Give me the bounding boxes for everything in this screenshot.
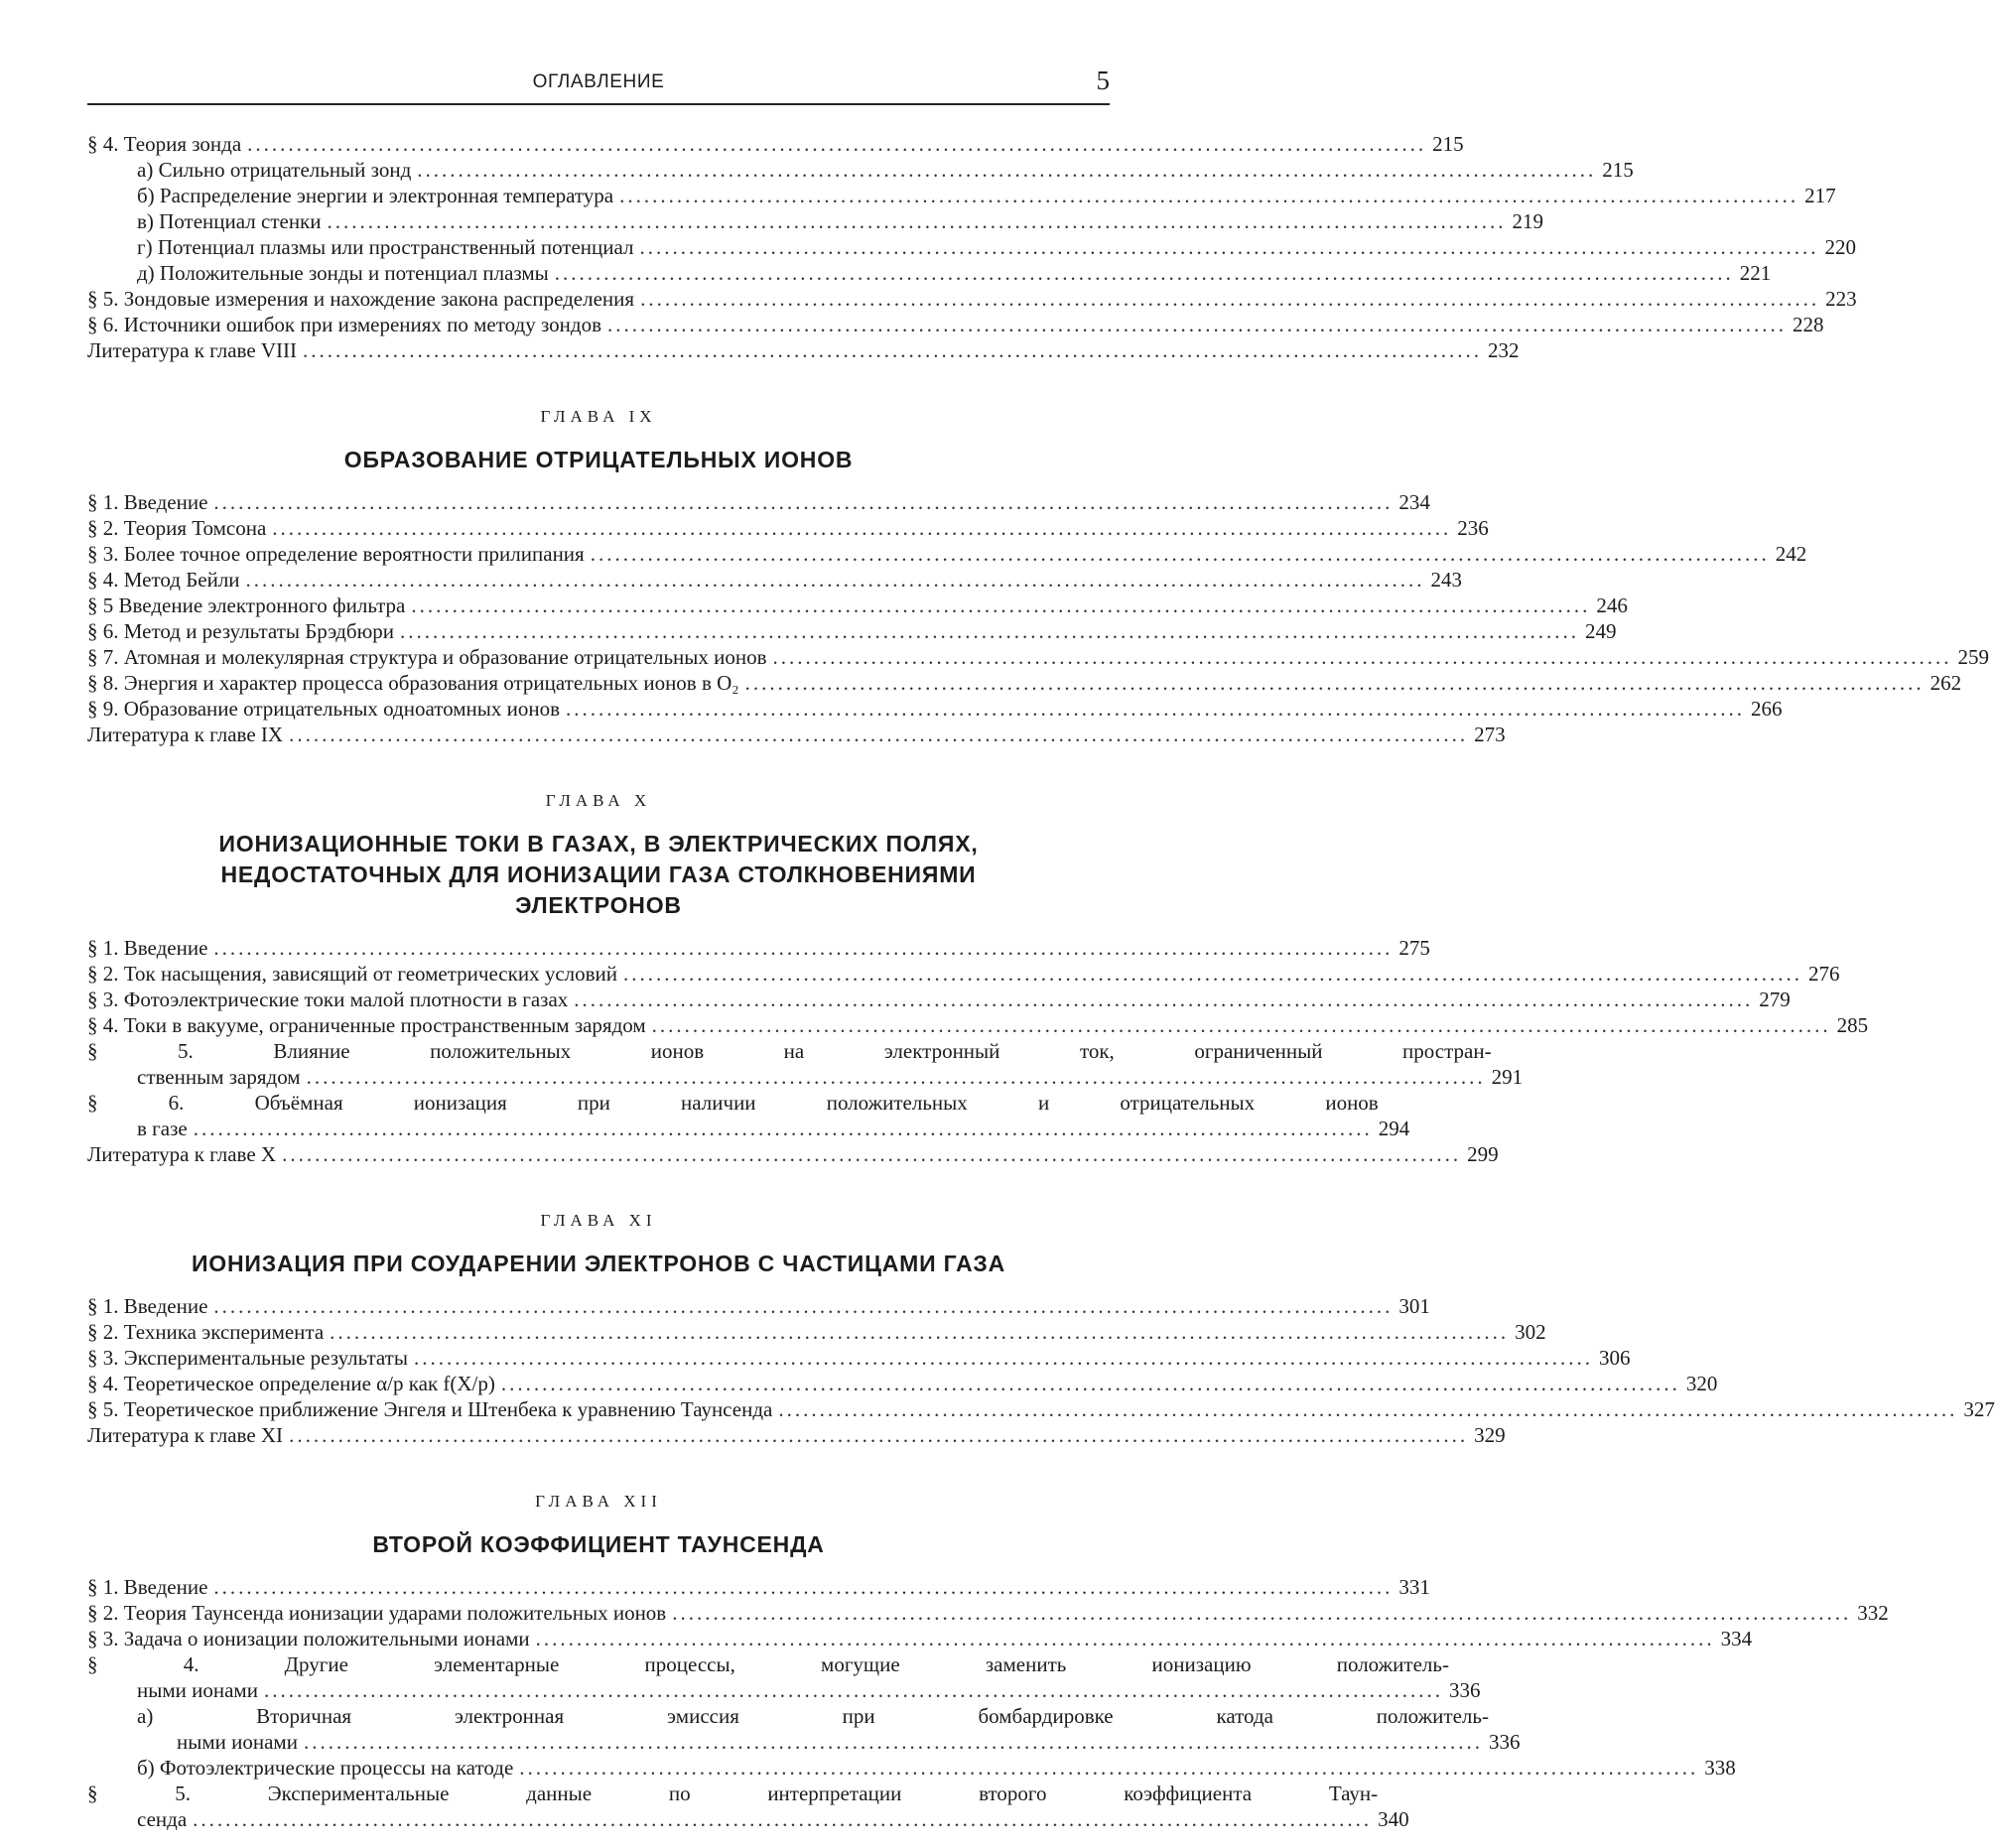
entry-label: в) Потенциал стенки xyxy=(137,209,322,233)
toc-entry xyxy=(87,1600,1889,1626)
toc-entry xyxy=(87,1396,1995,1422)
toc-entry xyxy=(87,961,1840,987)
entry-label: § 2. Теория Таунсенда ионизации ударами положительных ионов xyxy=(87,1601,667,1625)
entry-label-line2-row xyxy=(87,1064,1492,1090)
page-number: 5 xyxy=(1096,66,1110,95)
toc-page xyxy=(87,60,1995,1832)
toc-entry xyxy=(87,234,1857,260)
entry-page: 236 xyxy=(1457,516,1489,540)
entry-label: § 1. Введение xyxy=(87,490,208,514)
toc-entry xyxy=(87,593,1628,618)
toc-entry xyxy=(87,260,1772,286)
entry-label: § 3. Более точное определение вероятности прилипания xyxy=(87,542,585,566)
entry-label-block xyxy=(87,1781,1378,1832)
toc-entry xyxy=(87,696,1783,722)
entry-label-line1: а) Вторичная электронная эмиссия при бомбардировке катода положитель- xyxy=(137,1704,1489,1728)
entry-label-line2-row xyxy=(87,1116,1379,1141)
chapter-title-line: ЭЛЕКТРОНОВ xyxy=(515,892,682,918)
toc-entry xyxy=(87,1703,1521,1755)
entry-label-line2: ственным зарядом xyxy=(137,1065,301,1089)
entry-page: 232 xyxy=(1488,338,1520,362)
toc-entry xyxy=(87,1345,1631,1371)
toc-entry xyxy=(87,337,1520,363)
toc-entry xyxy=(87,1781,1409,1832)
dot-leader: ................................................................................................................................................ xyxy=(213,1575,1394,1599)
entry-page: 340 xyxy=(1378,1807,1409,1831)
toc-entry xyxy=(87,515,1489,541)
entry-label: б) Фотоэлектрические процессы на катоде xyxy=(137,1756,514,1780)
entry-page: 220 xyxy=(1824,235,1857,259)
page-header xyxy=(87,60,1110,95)
entry-label: Литература к главе IX xyxy=(87,723,284,746)
dot-leader: ................................................................................................................................................ xyxy=(245,568,1425,592)
dot-leader: ................................................................................................................................................ xyxy=(607,313,1787,336)
entry-label-line2-row xyxy=(87,1806,1378,1832)
dot-leader: ................................................................................................................................................ xyxy=(772,645,1952,669)
chapter-label: ГЛАВА XII xyxy=(535,1492,662,1511)
entry-page: 327 xyxy=(1963,1397,1995,1421)
entry-page: 336 xyxy=(1488,1730,1521,1754)
entry-label: § 1. Введение xyxy=(87,1575,208,1599)
toc-entry xyxy=(87,1651,1481,1703)
dot-leader: ................................................................................................................................................ xyxy=(623,962,1803,986)
entry-label: § 8. Энергия и характер процесса образования отрицательных ионов в O₂ xyxy=(87,671,739,695)
dot-leader: ................................................................................................................................................ xyxy=(590,542,1770,566)
entry-label: § 6. Метод и результаты Брэдбюри xyxy=(87,619,395,643)
entry-label-line2: ными ионами xyxy=(177,1730,298,1754)
dot-leader: ................................................................................................................................................ xyxy=(289,723,1469,746)
entry-page: 320 xyxy=(1685,1372,1718,1395)
entry-page: 336 xyxy=(1448,1678,1481,1702)
chapter-items xyxy=(87,1574,1889,1832)
entry-page: 228 xyxy=(1793,313,1824,336)
entry-label: § 1. Введение xyxy=(87,936,208,960)
chapter-items xyxy=(87,489,1990,747)
dot-leader: ................................................................................................................................................ xyxy=(306,1065,1486,1089)
entry-label: § 5 Введение электронного фильтра xyxy=(87,594,406,617)
entry-page: 249 xyxy=(1585,619,1617,643)
entry-label-block xyxy=(87,1038,1492,1090)
chapter-items xyxy=(87,935,1869,1167)
toc-entry xyxy=(87,541,1807,567)
entry-page: 242 xyxy=(1775,542,1807,566)
entry-page: 262 xyxy=(1929,671,1962,695)
toc-entry xyxy=(87,1574,1430,1600)
entry-page: 223 xyxy=(1825,287,1857,311)
dot-leader: ................................................................................................................................................ xyxy=(672,1601,1852,1625)
dot-leader: ................................................................................................................................................ xyxy=(193,1117,1373,1140)
dot-leader: ................................................................................................................................................ xyxy=(330,1320,1510,1344)
dot-leader: ................................................................................................................................................ xyxy=(639,235,1819,259)
toc-entry xyxy=(87,567,1463,593)
toc-entry xyxy=(87,722,1506,747)
entry-label-block xyxy=(87,1651,1449,1703)
entry-label: § 6. Источники ошибок при измерениях по методу зондов xyxy=(87,313,601,336)
toc-entry xyxy=(87,618,1617,644)
dot-leader: ................................................................................................................................................ xyxy=(519,1756,1699,1780)
entry-page: 215 xyxy=(1602,158,1634,182)
dot-leader: ................................................................................................................................................ xyxy=(303,1730,1483,1754)
entry-page: 217 xyxy=(1804,184,1836,207)
entry-label: § 5. Зондовые измерения и нахождение закона распределения xyxy=(87,287,635,311)
dot-leader: ................................................................................................................................................ xyxy=(289,1423,1469,1447)
entry-page: 301 xyxy=(1398,1294,1430,1318)
entry-page: 299 xyxy=(1467,1142,1499,1166)
dot-leader: ................................................................................................................................................ xyxy=(574,988,1754,1011)
chapter-title-line: ВТОРОЙ КОЭФФИЦИЕНТ ТАУНСЕНДА xyxy=(372,1531,825,1557)
entry-page: 259 xyxy=(1957,645,1990,669)
entry-label: б) Распределение энергии и электронная температура xyxy=(137,184,614,207)
dot-leader: ................................................................................................................................................ xyxy=(247,132,1427,156)
dot-leader: ................................................................................................................................................ xyxy=(400,619,1580,643)
chapter-title-line: ИОНИЗАЦИОННЫЕ ТОКИ В ГАЗАХ, В ЭЛЕКТРИЧЕСКИХ ПОЛЯХ, xyxy=(218,831,979,857)
chapter-title-line: ОБРАЗОВАНИЕ ОТРИЦАТЕЛЬНЫХ ИОНОВ xyxy=(343,447,854,472)
chapter-label: ГЛАВА IX xyxy=(540,407,657,426)
entry-page: 332 xyxy=(1857,1601,1889,1625)
entry-page: 294 xyxy=(1378,1117,1410,1140)
entry-label: § 3. Фотоэлектрические токи малой плотности в газах xyxy=(87,988,569,1011)
toc-entry xyxy=(87,312,1824,337)
chapter-ix xyxy=(87,407,1990,747)
entry-page: 273 xyxy=(1474,723,1506,746)
entry-label-line1: § 5. Экспериментальные данные по интерпретации второго коэффициента Таун- xyxy=(87,1782,1379,1805)
dot-leader: ................................................................................................................................................ xyxy=(619,184,1799,207)
toc-entry xyxy=(87,1755,1736,1781)
entry-page: 243 xyxy=(1430,568,1463,592)
entry-label: Литература к главе X xyxy=(87,1142,277,1166)
entry-page: 276 xyxy=(1808,962,1840,986)
toc-entry xyxy=(87,1141,1499,1167)
entry-page: 329 xyxy=(1474,1423,1506,1447)
entry-label-line1: § 4. Другие элементарные процессы, могущие заменить ионизацию положитель- xyxy=(87,1652,1449,1676)
entry-page: 285 xyxy=(1836,1013,1869,1037)
entry-label: д) Положительные зонды и потенциал плазмы xyxy=(137,261,549,285)
toc-entry xyxy=(87,489,1430,515)
chapter-title xyxy=(87,829,1110,921)
chapter-title xyxy=(87,1249,1110,1279)
chapter-label: ГЛАВА X xyxy=(545,791,652,810)
entry-label: § 2. Теория Томсона xyxy=(87,516,267,540)
entry-label-line2-row xyxy=(87,1729,1489,1755)
entry-page: 246 xyxy=(1596,594,1628,617)
entry-label: § 2. Техника эксперимента xyxy=(87,1320,325,1344)
entry-label: § 9. Образование отрицательных одноатомных ионов xyxy=(87,697,561,721)
toc-entry xyxy=(87,1422,1506,1448)
entry-page: 331 xyxy=(1398,1575,1430,1599)
dot-leader: ................................................................................................................................................ xyxy=(193,1807,1373,1831)
entry-label: а) Сильно отрицательный зонд xyxy=(137,158,412,182)
dot-leader: ................................................................................................................................................ xyxy=(651,1013,1831,1037)
dot-leader: ................................................................................................................................................ xyxy=(327,209,1507,233)
dot-leader: ................................................................................................................................................ xyxy=(778,1397,1958,1421)
dot-leader: ................................................................................................................................................ xyxy=(413,1346,1593,1370)
toc-entry xyxy=(87,644,1990,670)
entry-page: 221 xyxy=(1739,261,1772,285)
entry-page: 275 xyxy=(1398,936,1430,960)
toc-entry xyxy=(87,1012,1869,1038)
entry-label-line2-row xyxy=(87,1677,1449,1703)
entry-label: Литература к главе XI xyxy=(87,1423,284,1447)
entry-page: 338 xyxy=(1704,1756,1736,1780)
dot-leader: ................................................................................................................................................ xyxy=(213,490,1394,514)
chapter-title-line: НЕДОСТАТОЧНЫХ ДЛЯ ИОНИЗАЦИИ ГАЗА СТОЛКНОВЕНИЯМИ xyxy=(220,861,977,887)
dot-leader: ................................................................................................................................................ xyxy=(535,1627,1715,1650)
chapter-xi xyxy=(87,1211,1995,1448)
entry-label-block xyxy=(87,1090,1379,1141)
dot-leader: ................................................................................................................................................ xyxy=(554,261,1734,285)
dot-leader: ................................................................................................................................................ xyxy=(417,158,1597,182)
entry-label: § 4. Теоретическое определение α/p как f(X/p) xyxy=(87,1372,495,1395)
dot-leader: ................................................................................................................................................ xyxy=(282,1142,1462,1166)
header-rule xyxy=(87,103,1110,105)
entry-label: § 7. Атомная и молекулярная структура и образование отрицательных ионов xyxy=(87,645,767,669)
toc-entry xyxy=(87,1371,1718,1396)
dot-leader: ................................................................................................................................................ xyxy=(411,594,1591,617)
entry-label: § 3. Задача о ионизации положительными ионами xyxy=(87,1627,530,1650)
chapter-title-line: ИОНИЗАЦИЯ ПРИ СОУДАРЕНИИ ЭЛЕКТРОНОВ С ЧАСТИЦАМИ ГАЗА xyxy=(191,1251,1006,1276)
dot-leader: ................................................................................................................................................ xyxy=(213,1294,1394,1318)
toc-entry xyxy=(87,1293,1430,1319)
chapter-x xyxy=(87,791,1869,1167)
toc-entry xyxy=(87,157,1634,183)
toc-entry xyxy=(87,670,1962,696)
toc-entry xyxy=(87,208,1543,234)
chapter-xii xyxy=(87,1492,1889,1832)
chapter-label: ГЛАВА XI xyxy=(540,1211,657,1230)
entry-page: 306 xyxy=(1598,1346,1631,1370)
entry-page: 334 xyxy=(1720,1627,1753,1650)
entry-label-line2: ными ионами xyxy=(137,1678,258,1702)
dot-leader: ................................................................................................................................................ xyxy=(500,1372,1680,1395)
entry-label-block xyxy=(87,1703,1489,1755)
entry-page: 215 xyxy=(1432,132,1464,156)
chapter-viii-continued xyxy=(87,131,1857,363)
toc-entry xyxy=(87,987,1791,1012)
toc-entry xyxy=(87,935,1430,961)
chapter-title xyxy=(87,445,1110,475)
toc-entry xyxy=(87,1038,1524,1090)
entry-label: г) Потенциал плазмы или пространственный потенциал xyxy=(137,235,634,259)
dot-leader: ................................................................................................................................................ xyxy=(566,697,1746,721)
entry-page: 302 xyxy=(1515,1320,1546,1344)
entry-page: 266 xyxy=(1751,697,1783,721)
dot-leader: ................................................................................................................................................ xyxy=(640,287,1820,311)
toc-entry xyxy=(87,183,1836,208)
dot-leader: ................................................................................................................................................ xyxy=(272,516,1452,540)
entry-label: § 2. Ток насыщения, зависящий от геометрических условий xyxy=(87,962,618,986)
toc-entry xyxy=(87,1626,1753,1651)
entry-label-line1: § 5. Влияние положительных ионов на электронный ток, ограниченный простран- xyxy=(87,1039,1492,1063)
running-title: ОГЛАВЛЕНИЕ xyxy=(532,71,665,92)
entry-label: Литература к главе VIII xyxy=(87,338,298,362)
entry-label: § 1. Введение xyxy=(87,1294,208,1318)
toc-entry xyxy=(87,1090,1410,1141)
toc-entry xyxy=(87,286,1857,312)
chapter-items xyxy=(87,1293,1995,1448)
entry-label: § 4. Метод Бейли xyxy=(87,568,240,592)
entry-label: § 4. Токи в вакууме, ограниченные пространственным зарядом xyxy=(87,1013,646,1037)
entry-page: 279 xyxy=(1759,988,1791,1011)
dot-leader: ................................................................................................................................................ xyxy=(744,671,1925,695)
dot-leader: ................................................................................................................................................ xyxy=(213,936,1394,960)
toc-entry xyxy=(87,131,1464,157)
entry-page: 234 xyxy=(1398,490,1430,514)
entry-label-line2: сенда xyxy=(137,1807,188,1831)
entry-page: 291 xyxy=(1491,1065,1524,1089)
entry-label: § 3. Экспериментальные результаты xyxy=(87,1346,408,1370)
chapter-title xyxy=(87,1529,1110,1560)
entry-label: § 5. Теоретическое приближение Энгеля и Штенбека к уравнению Таунсенда xyxy=(87,1397,773,1421)
dot-leader: ................................................................................................................................................ xyxy=(303,338,1483,362)
entry-page: 219 xyxy=(1512,209,1543,233)
entry-label-line1: § 6. Объёмная ионизация при наличии положительных и отрицательных ионов xyxy=(87,1091,1379,1115)
entry-label-line2: в газе xyxy=(137,1117,188,1140)
dot-leader: ................................................................................................................................................ xyxy=(263,1678,1443,1702)
toc-entry xyxy=(87,1319,1546,1345)
entry-label: § 4. Теория зонда xyxy=(87,132,242,156)
